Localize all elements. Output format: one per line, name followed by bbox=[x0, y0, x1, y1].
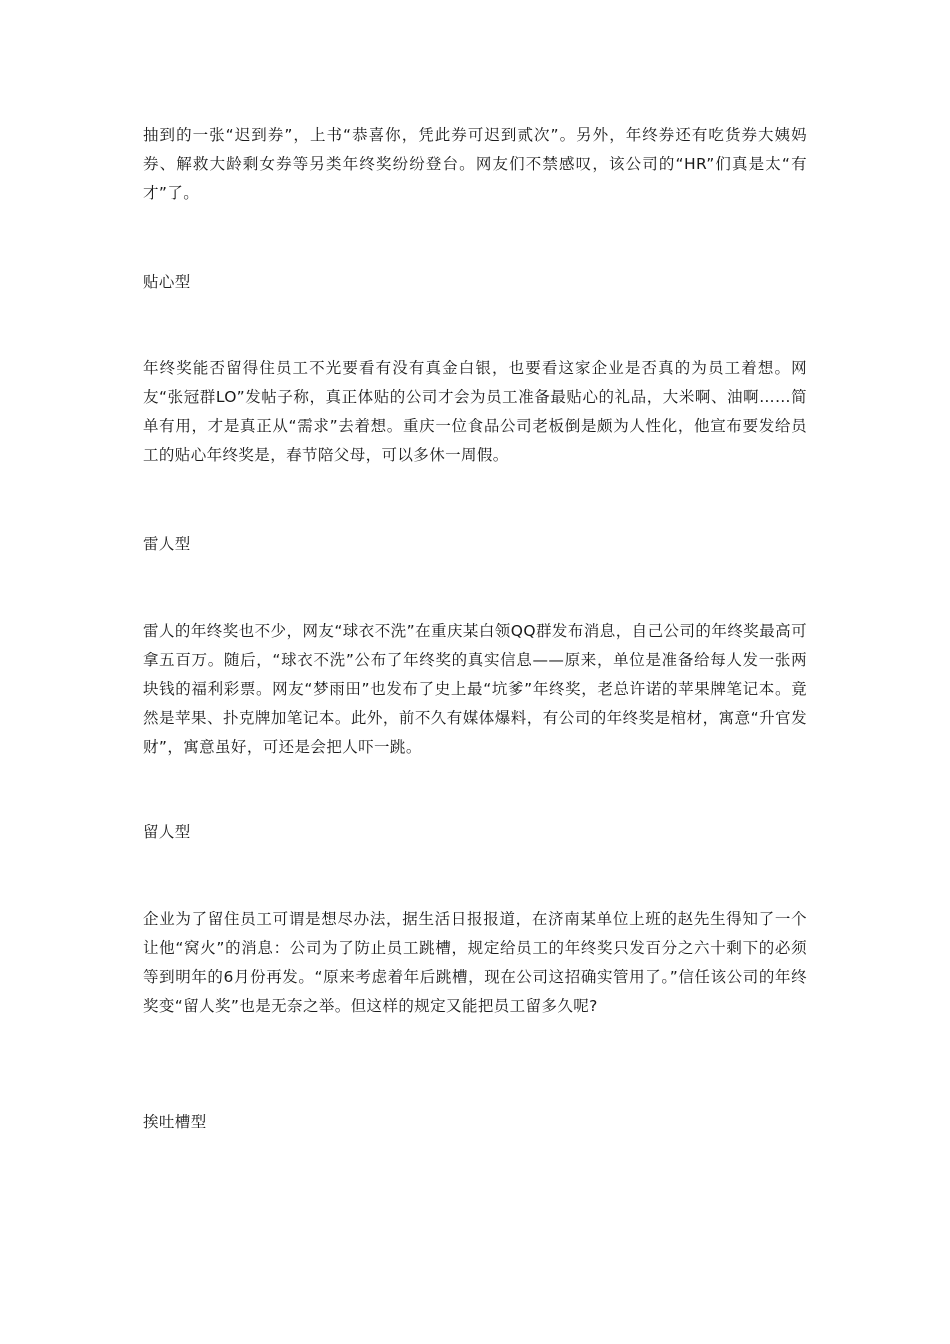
section-heading-complaints: 挨吐槽型 bbox=[143, 1113, 207, 1131]
section-heading-retention: 留人型 bbox=[143, 823, 191, 841]
paragraph-caring: 年终奖能否留得住员工不光要看有没有真金白银，也要看这家企业是否真的为员工着想。网友“张冠群LO”发帖子称，真正体贴的公司才会为员工准备最贴心的礼品，大米啊、油啊……简单有用，才是真正从“需求”去着想。重庆一位食品公司老板倒是颇为人性化，他宣布要发给员工的贴心年终奖是，春节陪父母，可以多休一周假。 bbox=[143, 359, 807, 464]
paragraph-retention: 企业为了留住员工可谓是想尽办法，据生活日报报道，在济南某单位上班的赵先生得知了一个让他“窝火”的消息：公司为了防止员工跳槽，规定给员工的年终奖只发百分之六十剩下的必须等到明年的6月份再发。“原来考虑着年后跳槽，现在公司这招确实管用了。”信任该公司的年终奖变“留人奖”也是无奈之举。但这样的规定又能把员工留多久呢? bbox=[143, 910, 807, 1015]
paragraph-shocking: 雷人的年终奖也不少，网友“球衣不洗”在重庆某白领QQ群发布消息，自己公司的年终奖最高可拿五百万。随后，“球衣不洗”公布了年终奖的真实信息——原来，单位是准备给每人发一张两块钱的福利彩票。网友“梦雨田”也发布了史上最“坑爹”年终奖，老总许诺的苹果牌笔记本。竟然是苹果、扑克牌加笔记本。此外，前不久有媒体爆料，有公司的年终奖是棺材，寓意“升官发财”，寓意虽好，可还是会把人吓一跳。 bbox=[143, 622, 807, 756]
section-heading-shocking: 雷人型 bbox=[143, 535, 191, 553]
paragraph-voucher-types: 抽到的一张“迟到券”，上书“恭喜你，凭此券可迟到贰次”。另外，年终券还有吃货券大姨妈券、解救大龄剩女券等另类年终奖纷纷登台。网友们不禁感叹，该公司的“HR”们真是太“有才”了。 bbox=[143, 126, 807, 202]
section-heading-caring: 贴心型 bbox=[143, 273, 191, 291]
